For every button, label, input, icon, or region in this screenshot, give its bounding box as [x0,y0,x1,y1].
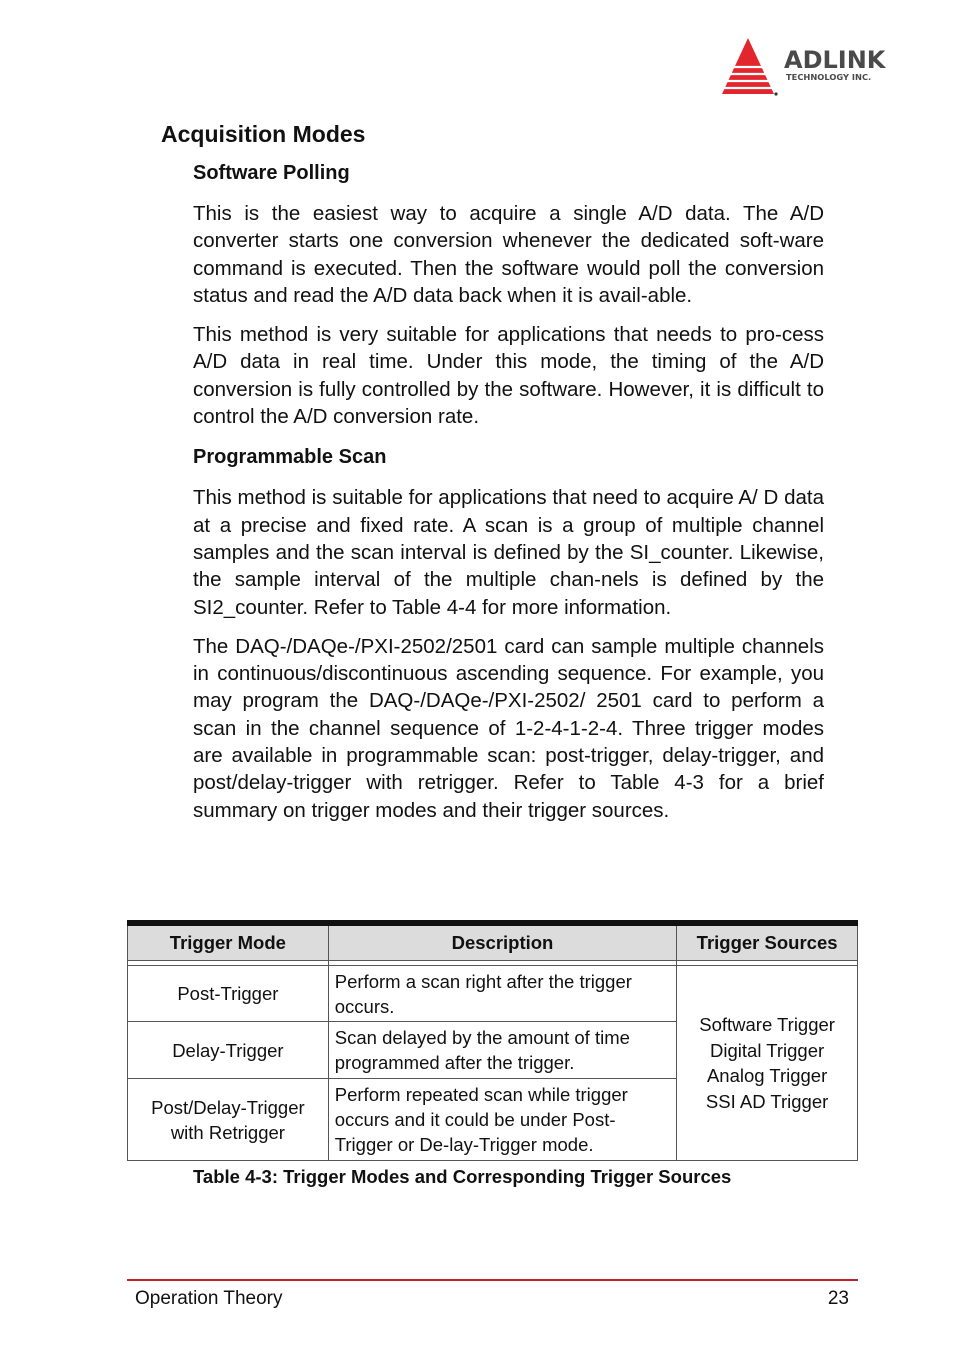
trigger-mode-cell: Post/Delay-Trigger with Retrigger [128,1079,329,1161]
subsection-title-software-polling: Software Polling [193,162,350,184]
trigger-source: Digital Trigger [710,1039,825,1061]
description-cell: Perform repeated scan while trigger occurs and it could be under Post-Trigger or De-lay-Trigger mode. [328,1079,676,1161]
content-body [193,158,824,836]
section-title: Acquisition Modes [161,121,366,147]
trigger-source: Analog Trigger [706,1065,828,1086]
adlink-logo [718,36,914,98]
column-header-description: Description [328,923,676,961]
trigger-modes-table [127,920,858,1161]
footer-section-name: Operation Theory [135,1288,283,1309]
trigger-mode-cell: Post-Trigger [128,966,329,1022]
paragraph: The DAQ-/DAQe-/PXI-2502/2501 card can sample multiple channels in continuous/discontinuous ascending sequence. For example, you may program the DAQ-/DAQe-/PXI-2502/ 2501 card to perform a scan in the channel sequence of 1-2-4-1-2-4. Three trigger modes are available in programmable scan: post-trigger, delay-trigger, and post/delay-trigger with retrigger. Refer to Table 4-3 for a brief summary on trigger modes and their trigger sources. [193,634,824,822]
trigger-source: SSI AD Trigger [705,1090,829,1112]
column-header-trigger-mode: Trigger Mode [128,923,329,961]
description-cell: Scan delayed by the amount of time programmed after the trigger. [328,1022,676,1079]
subsection-title-programmable-scan: Programmable Scan [193,446,387,469]
trigger-sources-cell [677,966,858,1161]
description-cell: Perform a scan right after the trigger occurs. [328,966,676,1022]
trigger-source: Software Trigger [699,1014,835,1035]
svg-text:ADLINK: ADLINK [784,46,886,74]
table-row [128,966,858,1022]
paragraph: This method is very suitable for applications that needs to pro-cess A/D data in real time. Under this mode, the timing of the A/D conversion is fully controlled by the software. However, it is difficult to control the A/D conversion rate. [193,323,824,429]
paragraph: This method is suitable for applications that need to acquire A/ D data at a precise and fixed rate. A scan is a group of multiple channel samples and the scan interval is defined by the SI_counter. Likewise, the sample interval of the multiple chan-nels is defined by the SI2_counter. Refer to Table 4-4 for more information. [193,486,824,619]
page-number: 23 [827,1288,849,1309]
paragraph: This is the easiest way to acquire a single A/D data. The A/D converter starts one conversion whenever the dedicated soft-ware command is executed. Then the software would poll the conversion status and read the A/D data back when it is avail-able. [193,202,824,307]
table-caption: Table 4-3: Trigger Modes and Corresponding Trigger Sources [193,1166,732,1187]
footer-rule [127,1279,858,1281]
trigger-mode-cell: Delay-Trigger [128,1022,329,1079]
column-header-trigger-sources: Trigger Sources [677,923,858,961]
table-header-row [128,923,858,961]
svg-text:TECHNOLOGY INC.: TECHNOLOGY INC. [786,72,872,82]
